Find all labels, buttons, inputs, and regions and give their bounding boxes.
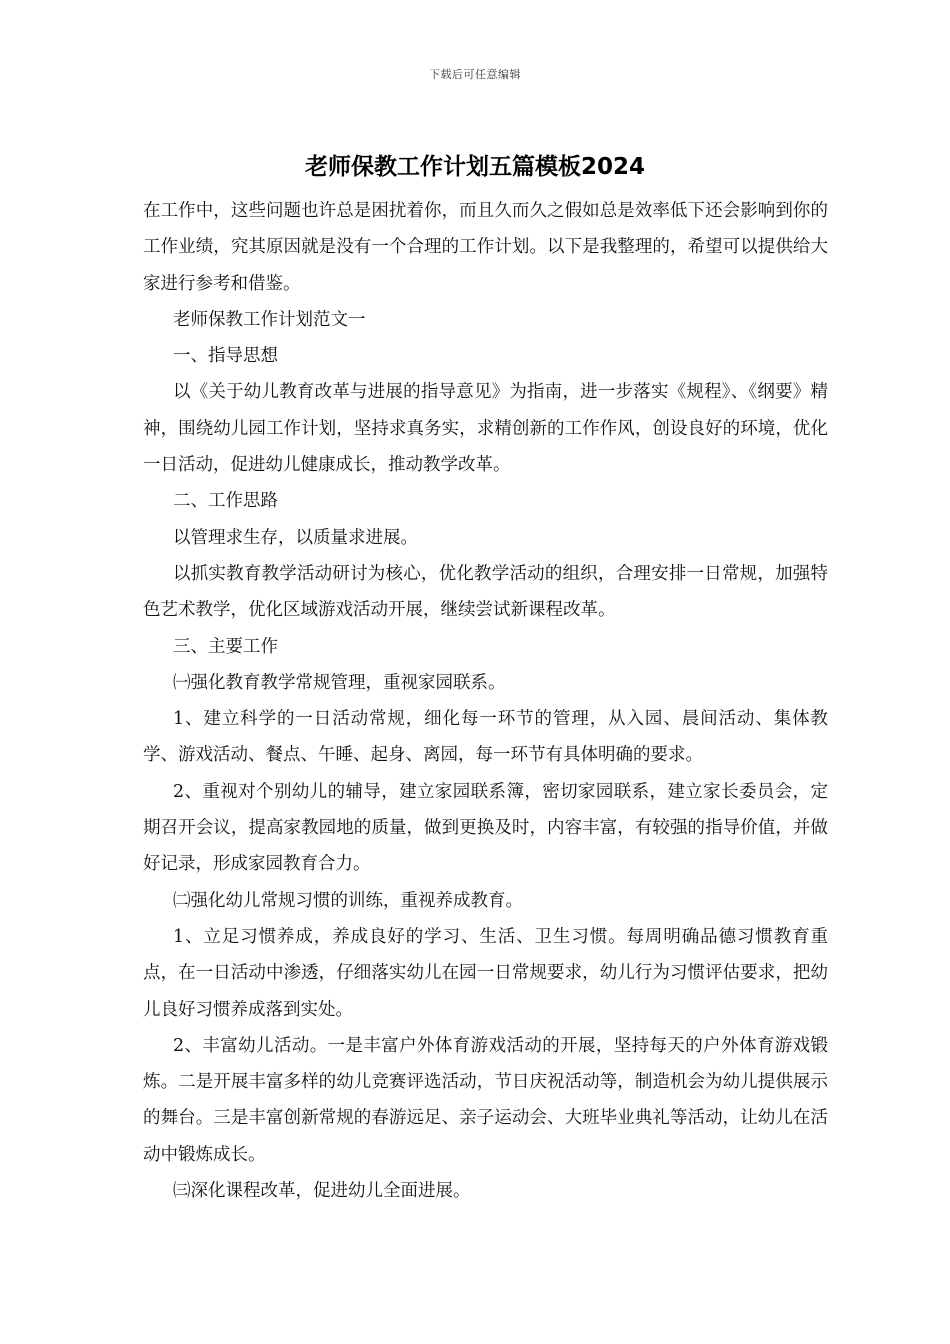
body-paragraph: 1、建立科学的一日活动常规，细化每一环节的管理，从入园、晨间活动、集体教学、游戏活动、餐点、午睡、起身、离园，每一环节有具体明确的要求。 [143,709,828,766]
subsection-heading: 二、工作思路 [173,491,278,512]
item-heading: ㈡强化幼儿常规习惯的训练，重视养成教育。 [173,890,523,911]
subsection-heading: 三、主要工作 [173,636,278,657]
body-paragraph: 以抓实教育教学活动研讨为核心，优化教学活动的组织，合理安排一日常规，加强特色艺术教学，优化区域游戏活动开展，继续尝试新课程改革。 [143,563,828,621]
body-paragraph: 1、立足习惯养成，养成良好的学习、生活、卫生习惯。每周明确品德习惯教育重点，在一日活动中渗透，仔细落实幼儿在园一日常规要求，幼儿行为习惯评估要求，把幼儿良好习惯养成落到实处。 [143,926,828,1020]
body-paragraph: 以《关于幼儿教育改革与进展的指导意见》为指南，进一步落实《规程》、《纲要》精神，围绕幼儿园工作计划，坚持求真务实，求精创新的工作作风，创设良好的环境，优化一日活动，促进幼儿健康成长，推动教学改革。 [143,382,828,476]
body-paragraph: 以管理求生存，以质量求进展。 [173,527,418,548]
body-paragraph: 2、丰富幼儿活动。一是丰富户外体育游戏活动的开展，坚持每天的户外体育游戏锻炼。二是开展丰富多样的幼儿竞赛评选活动，节日庆祝活动等，制造机会为幼儿提供展示的舞台。三是丰富创新常规的春游远足、亲子运动会、大班毕业典礼等活动，让幼儿在活动中锻炼成长。 [143,1035,828,1165]
document-body [143,193,828,1209]
header-note: 下载后可任意编辑 [429,68,521,81]
subsection-heading: 一、指导思想 [173,346,278,367]
section-heading: 老师保教工作计划范文一 [173,309,366,330]
intro-paragraph: 在工作中，这些问题也许总是困扰着你，而且久而久之假如总是效率低下还会影响到你的工作业绩，究其原因就是没有一个合理的工作计划。以下是我整理的，希望可以提供给大家进行参考和借鉴。 [143,201,828,294]
item-heading: ㈢深化课程改革，促进幼儿全面进展。 [173,1181,471,1202]
document-title: 老师保教工作计划五篇模板2024 [304,154,645,180]
item-heading: ㈠强化教育教学常规管理，重视家园联系。 [173,672,506,693]
body-paragraph: 2、重视对个别幼儿的辅导，建立家园联系簿，密切家园联系，建立家长委员会，定期召开会议，提高家教园地的质量，做到更换及时，内容丰富，有较强的指导价值，并做好记录，形成家园教育合力。 [143,781,828,875]
